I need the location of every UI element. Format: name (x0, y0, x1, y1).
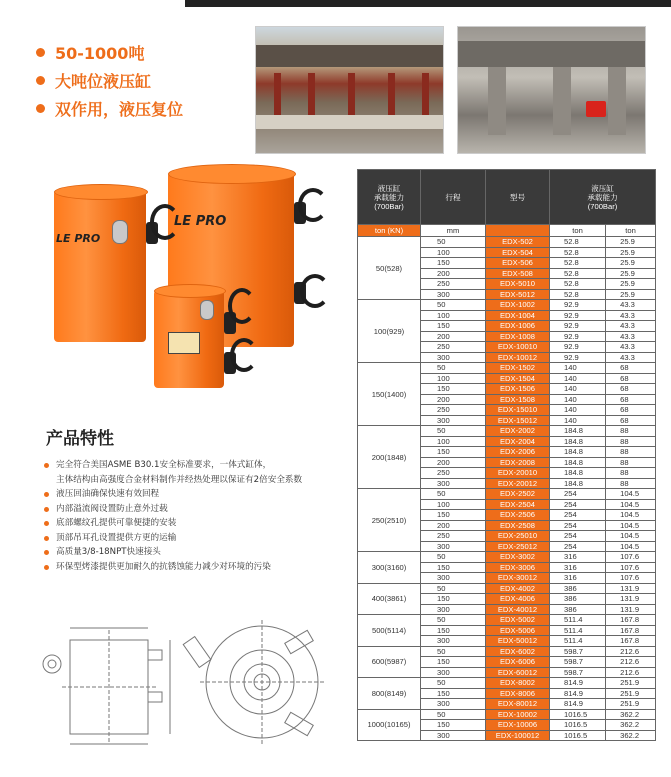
return-area-cell: 362.2 (606, 720, 656, 731)
effective-area-cell: 254 (550, 489, 606, 500)
feature-text: 顶部吊耳孔设置提供方更的运输 (56, 532, 177, 543)
return-area-cell: 43.3 (606, 331, 656, 342)
photo-pillar (488, 67, 506, 135)
return-area-cell: 68 (606, 415, 656, 426)
model-cell: EDX-40012 (486, 604, 550, 615)
model-cell: EDX-80012 (486, 699, 550, 710)
return-area-cell: 25.9 (606, 247, 656, 258)
feature-dot (44, 463, 49, 468)
features-title: 产品特性 (46, 429, 114, 449)
feature-item (44, 516, 302, 531)
return-area-cell: 251.9 (606, 699, 656, 710)
model-cell: EDX-8002 (486, 678, 550, 689)
model-cell: EDX-5012 (486, 289, 550, 300)
stroke-cell: 150 (421, 562, 486, 573)
return-area-cell: 68 (606, 394, 656, 405)
stroke-cell: 100 (421, 499, 486, 510)
photo-column (274, 73, 281, 115)
return-area-cell: 88 (606, 468, 656, 479)
hose (298, 188, 328, 222)
effective-area-cell: 386 (550, 604, 606, 615)
headline-item (36, 66, 183, 94)
capacity-cell: 250(2510) (358, 489, 421, 552)
bullet-dot (36, 104, 45, 113)
feature-dot (44, 536, 49, 541)
model-cell: EDX-10010 (486, 342, 550, 353)
feature-text: 液压回油确保快速有效回程 (56, 489, 160, 499)
stroke-cell: 200 (421, 457, 486, 468)
model-cell: EDX-2002 (486, 426, 550, 437)
effective-area-cell: 184.8 (550, 447, 606, 458)
capacity-cell: 100(929) (358, 300, 421, 363)
model-cell: EDX-2004 (486, 436, 550, 447)
photo-column (308, 73, 315, 115)
model-cell: EDX-1506 (486, 384, 550, 395)
return-area-cell: 88 (606, 436, 656, 447)
capacity-cell: 200(1848) (358, 426, 421, 489)
table-row (358, 300, 656, 311)
return-area-cell: 167.8 (606, 636, 656, 647)
header-stroke: 行程 (421, 170, 486, 225)
cylinder-left (54, 190, 146, 342)
effective-area-cell: 511.4 (550, 636, 606, 647)
model-cell: EDX-506 (486, 258, 550, 269)
effective-area-cell: 92.9 (550, 300, 606, 311)
model-cell: EDX-6006 (486, 657, 550, 668)
stroke-cell: 200 (421, 268, 486, 279)
model-cell: EDX-6002 (486, 646, 550, 657)
table-row (358, 709, 656, 720)
photo-column (388, 73, 395, 115)
effective-area-cell: 316 (550, 573, 606, 584)
table-row (358, 552, 656, 563)
table-row (358, 678, 656, 689)
application-photo-temple (255, 26, 444, 154)
model-cell: EDX-2508 (486, 520, 550, 531)
photo-pillar (553, 67, 571, 135)
feature-dot (44, 507, 49, 512)
lifting-lug (112, 220, 128, 244)
stroke-cell: 200 (421, 331, 486, 342)
subheader-model (486, 225, 550, 237)
hose (228, 288, 256, 324)
effective-area-cell: 814.9 (550, 699, 606, 710)
return-area-cell: 107.6 (606, 552, 656, 563)
feature-dot (44, 492, 49, 497)
stroke-cell: 300 (421, 415, 486, 426)
stroke-cell: 100 (421, 310, 486, 321)
model-cell: EDX-508 (486, 268, 550, 279)
return-area-cell: 68 (606, 363, 656, 374)
feature-item (44, 458, 302, 473)
effective-area-cell: 92.9 (550, 342, 606, 353)
stroke-cell: 50 (421, 363, 486, 374)
model-cell: EDX-2502 (486, 489, 550, 500)
return-area-cell: 131.9 (606, 604, 656, 615)
table-row (358, 615, 656, 626)
side-view (43, 628, 170, 744)
model-cell: EDX-20012 (486, 478, 550, 489)
capacity-cell: 600(5987) (358, 646, 421, 678)
effective-area-cell: 92.9 (550, 321, 606, 332)
return-area-cell: 68 (606, 384, 656, 395)
stroke-cell: 100 (421, 373, 486, 384)
return-area-cell: 43.3 (606, 342, 656, 353)
return-area-cell: 167.8 (606, 615, 656, 626)
stroke-cell: 150 (421, 720, 486, 731)
capacity-cell: 50(528) (358, 237, 421, 300)
effective-area-cell: 92.9 (550, 352, 606, 363)
model-cell: EDX-4002 (486, 583, 550, 594)
capacity-cell: 1000(10165) (358, 709, 421, 741)
photo-column (422, 73, 429, 115)
effective-area-cell: 184.8 (550, 436, 606, 447)
feature-item (44, 487, 302, 502)
return-area-cell: 362.2 (606, 730, 656, 741)
return-area-cell: 25.9 (606, 289, 656, 300)
return-area-cell: 25.9 (606, 258, 656, 269)
effective-area-cell: 184.8 (550, 457, 606, 468)
stroke-cell: 250 (421, 342, 486, 353)
return-area-cell: 25.9 (606, 279, 656, 290)
subheader-stroke: mm (421, 225, 486, 237)
return-area-cell: 43.3 (606, 352, 656, 363)
stroke-cell: 50 (421, 646, 486, 657)
top-bar (185, 0, 671, 7)
model-cell: EDX-1508 (486, 394, 550, 405)
capacity-cell: 150(1400) (358, 363, 421, 426)
stroke-cell: 150 (421, 625, 486, 636)
photo-column (348, 73, 355, 115)
model-cell: EDX-4006 (486, 594, 550, 605)
return-area-cell: 251.9 (606, 688, 656, 699)
effective-area-cell: 140 (550, 405, 606, 416)
return-area-cell: 88 (606, 426, 656, 437)
effective-area-cell: 316 (550, 552, 606, 563)
capacity-cell: 300(3160) (358, 552, 421, 584)
subheader-area2: ton (606, 225, 656, 237)
capacity-cell: 400(3861) (358, 583, 421, 615)
headline-text: 50-1000吨 (55, 43, 145, 63)
stroke-cell: 100 (421, 247, 486, 258)
feature-item (44, 560, 302, 575)
stroke-cell: 300 (421, 478, 486, 489)
effective-area-cell: 254 (550, 499, 606, 510)
effective-area-cell: 92.9 (550, 310, 606, 321)
effective-area-cell: 598.7 (550, 646, 606, 657)
stroke-cell: 300 (421, 573, 486, 584)
stroke-cell: 150 (421, 384, 486, 395)
headline-text: 双作用，液压复位 (55, 99, 184, 119)
model-cell: EDX-10006 (486, 720, 550, 731)
model-cell: EDX-30012 (486, 573, 550, 584)
photo-roof (256, 45, 443, 67)
effective-area-cell: 52.8 (550, 247, 606, 258)
stroke-cell: 150 (421, 657, 486, 668)
feature-text: 完全符合美国ASME B30.1安全标准要求，一体式缸体， (56, 460, 272, 470)
model-cell: EDX-10012 (486, 352, 550, 363)
effective-area-cell: 814.9 (550, 678, 606, 689)
model-cell: EDX-25012 (486, 541, 550, 552)
effective-area-cell: 52.8 (550, 237, 606, 248)
return-area-cell: 362.2 (606, 709, 656, 720)
top-view (183, 620, 324, 744)
return-area-cell: 68 (606, 405, 656, 416)
return-area-cell: 251.9 (606, 678, 656, 689)
model-cell: EDX-1504 (486, 373, 550, 384)
stroke-cell: 50 (421, 426, 486, 437)
capacity-cell: 500(5114) (358, 615, 421, 647)
return-area-cell: 107.6 (606, 562, 656, 573)
model-cell: EDX-1006 (486, 321, 550, 332)
return-area-cell: 88 (606, 478, 656, 489)
return-area-cell: 104.5 (606, 510, 656, 521)
effective-area-cell: 52.8 (550, 289, 606, 300)
feature-dot (44, 550, 49, 555)
effective-area-cell: 140 (550, 373, 606, 384)
stroke-cell: 300 (421, 699, 486, 710)
model-cell: EDX-502 (486, 237, 550, 248)
effective-area-cell: 1016.5 (550, 730, 606, 741)
return-area-cell: 88 (606, 447, 656, 458)
return-area-cell: 104.5 (606, 520, 656, 531)
model-cell: EDX-5010 (486, 279, 550, 290)
effective-area-cell: 316 (550, 562, 606, 573)
return-area-cell: 104.5 (606, 489, 656, 500)
feature-text: 底部螺纹孔提供可靠便捷的安装 (56, 518, 177, 528)
model-cell: EDX-2008 (486, 457, 550, 468)
stroke-cell: 250 (421, 279, 486, 290)
feature-dot (44, 565, 49, 570)
stroke-cell: 50 (421, 300, 486, 311)
model-cell: EDX-20010 (486, 468, 550, 479)
table-row (358, 237, 656, 248)
return-area-cell: 104.5 (606, 541, 656, 552)
stroke-cell: 100 (421, 436, 486, 447)
hose (230, 338, 258, 372)
return-area-cell: 107.6 (606, 573, 656, 584)
lifting-lug (200, 300, 214, 320)
model-cell: EDX-504 (486, 247, 550, 258)
feature-dot (44, 521, 49, 526)
photo-beam (458, 41, 645, 67)
model-cell: EDX-2506 (486, 510, 550, 521)
model-cell: EDX-2006 (486, 447, 550, 458)
effective-area-cell: 254 (550, 541, 606, 552)
bullet-dot (36, 48, 45, 57)
stroke-cell: 50 (421, 678, 486, 689)
stroke-cell: 50 (421, 489, 486, 500)
application-photo-bridge (457, 26, 646, 154)
effective-area-cell: 184.8 (550, 468, 606, 479)
effective-area-cell: 140 (550, 415, 606, 426)
feature-text: 内部溢流阀设置防止意外过载 (56, 503, 168, 514)
effective-area-cell: 184.8 (550, 426, 606, 437)
stroke-cell: 300 (421, 604, 486, 615)
table-row (358, 363, 656, 374)
cylinder-small-top (154, 284, 226, 298)
return-area-cell: 25.9 (606, 268, 656, 279)
model-cell: EDX-5006 (486, 625, 550, 636)
table-row (358, 583, 656, 594)
effective-area-cell: 254 (550, 531, 606, 542)
stroke-cell: 300 (421, 730, 486, 741)
effective-area-cell: 814.9 (550, 688, 606, 699)
stroke-cell: 150 (421, 321, 486, 332)
stroke-cell: 300 (421, 289, 486, 300)
return-area-cell: 43.3 (606, 310, 656, 321)
return-area-cell: 43.3 (606, 321, 656, 332)
model-cell: EDX-25010 (486, 531, 550, 542)
feature-item (44, 545, 302, 560)
effective-area-cell: 254 (550, 520, 606, 531)
feature-item (44, 502, 302, 517)
features-list (44, 458, 302, 574)
stroke-cell: 300 (421, 636, 486, 647)
effective-area-cell: 598.7 (550, 657, 606, 668)
return-area-cell: 131.9 (606, 583, 656, 594)
feature-text: 高质量3/8-18NPT快速接头 (56, 547, 161, 557)
headline (36, 38, 183, 122)
photo-pillar (608, 67, 626, 135)
model-cell: EDX-50012 (486, 636, 550, 647)
cylinder-left-top (54, 184, 148, 200)
model-cell: EDX-2504 (486, 499, 550, 510)
stroke-cell: 200 (421, 394, 486, 405)
headline-item (36, 94, 183, 122)
return-area-cell: 212.6 (606, 667, 656, 678)
stroke-cell: 50 (421, 583, 486, 594)
product-image (50, 162, 350, 392)
stroke-cell: 50 (421, 552, 486, 563)
model-cell: EDX-15012 (486, 415, 550, 426)
subheader-capacity: ton (KN) (358, 225, 421, 237)
stroke-cell: 50 (421, 615, 486, 626)
table-row (358, 426, 656, 437)
stroke-cell: 150 (421, 258, 486, 269)
effective-area-cell: 511.4 (550, 625, 606, 636)
model-cell: EDX-15010 (486, 405, 550, 416)
effective-area-cell: 140 (550, 363, 606, 374)
stroke-cell: 300 (421, 352, 486, 363)
model-cell: EDX-100012 (486, 730, 550, 741)
return-area-cell: 167.8 (606, 625, 656, 636)
effective-area-cell: 52.8 (550, 279, 606, 290)
header-effective-area: 液压缸 承载能力 (700Bar) (550, 170, 656, 225)
return-area-cell: 43.3 (606, 300, 656, 311)
return-area-cell: 104.5 (606, 531, 656, 542)
return-area-cell: 212.6 (606, 657, 656, 668)
stroke-cell: 150 (421, 594, 486, 605)
subheader-area1: ton (550, 225, 606, 237)
effective-area-cell: 386 (550, 583, 606, 594)
stroke-cell: 50 (421, 237, 486, 248)
return-area-cell: 131.9 (606, 594, 656, 605)
warning-label (168, 332, 200, 354)
spec-table-body (358, 237, 656, 741)
model-cell: EDX-1002 (486, 300, 550, 311)
model-cell: EDX-3006 (486, 562, 550, 573)
feature-text-continued: 主体结构由高强度合金材料制作并经热处理以保证有2倍安全系数 (56, 474, 303, 485)
return-area-cell: 88 (606, 457, 656, 468)
model-cell: EDX-3002 (486, 552, 550, 563)
stroke-cell: 300 (421, 667, 486, 678)
stroke-cell: 300 (421, 541, 486, 552)
capacity-cell: 800(8149) (358, 678, 421, 710)
effective-area-cell: 1016.5 (550, 720, 606, 731)
stroke-cell: 200 (421, 520, 486, 531)
model-cell: EDX-10002 (486, 709, 550, 720)
cylinder-large-top (168, 164, 296, 184)
effective-area-cell: 254 (550, 510, 606, 521)
stroke-cell: 250 (421, 405, 486, 416)
stroke-cell: 150 (421, 688, 486, 699)
return-area-cell: 68 (606, 373, 656, 384)
brand-label: LE PRO (56, 232, 101, 245)
spec-table (357, 169, 656, 741)
header-capacity: 液压缸 承载能力 (700Bar) (358, 170, 421, 225)
brand-label: LE PRO (174, 214, 227, 229)
effective-area-cell: 140 (550, 384, 606, 395)
effective-area-cell: 52.8 (550, 268, 606, 279)
return-area-cell: 104.5 (606, 499, 656, 510)
photo-jack (586, 101, 606, 117)
model-cell: EDX-1008 (486, 331, 550, 342)
effective-area-cell: 511.4 (550, 615, 606, 626)
headline-text: 大吨位液压缸 (55, 71, 152, 91)
table-row (358, 646, 656, 657)
bullet-dot (36, 76, 45, 85)
effective-area-cell: 1016.5 (550, 709, 606, 720)
feature-item (44, 531, 302, 546)
effective-area-cell: 92.9 (550, 331, 606, 342)
effective-area-cell: 52.8 (550, 258, 606, 269)
effective-area-cell: 598.7 (550, 667, 606, 678)
model-cell: EDX-5002 (486, 615, 550, 626)
model-cell: EDX-60012 (486, 667, 550, 678)
return-area-cell: 25.9 (606, 237, 656, 248)
stroke-cell: 50 (421, 709, 486, 720)
hose (300, 274, 330, 308)
photo-railing (256, 115, 443, 129)
headline-item (36, 38, 183, 66)
model-cell: EDX-1502 (486, 363, 550, 374)
effective-area-cell: 184.8 (550, 478, 606, 489)
return-area-cell: 212.6 (606, 646, 656, 657)
hose (150, 204, 180, 240)
stroke-cell: 150 (421, 447, 486, 458)
technical-drawing (40, 612, 340, 762)
effective-area-cell: 386 (550, 594, 606, 605)
stroke-cell: 250 (421, 468, 486, 479)
header-model: 型号 (486, 170, 550, 225)
effective-area-cell: 140 (550, 394, 606, 405)
stroke-cell: 150 (421, 510, 486, 521)
model-cell: EDX-8006 (486, 688, 550, 699)
feature-text: 环保型烤漆提供更加耐久的抗锈蚀能力减少对环境的污染 (56, 561, 271, 572)
stroke-cell: 250 (421, 531, 486, 542)
table-row (358, 489, 656, 500)
model-cell: EDX-1004 (486, 310, 550, 321)
